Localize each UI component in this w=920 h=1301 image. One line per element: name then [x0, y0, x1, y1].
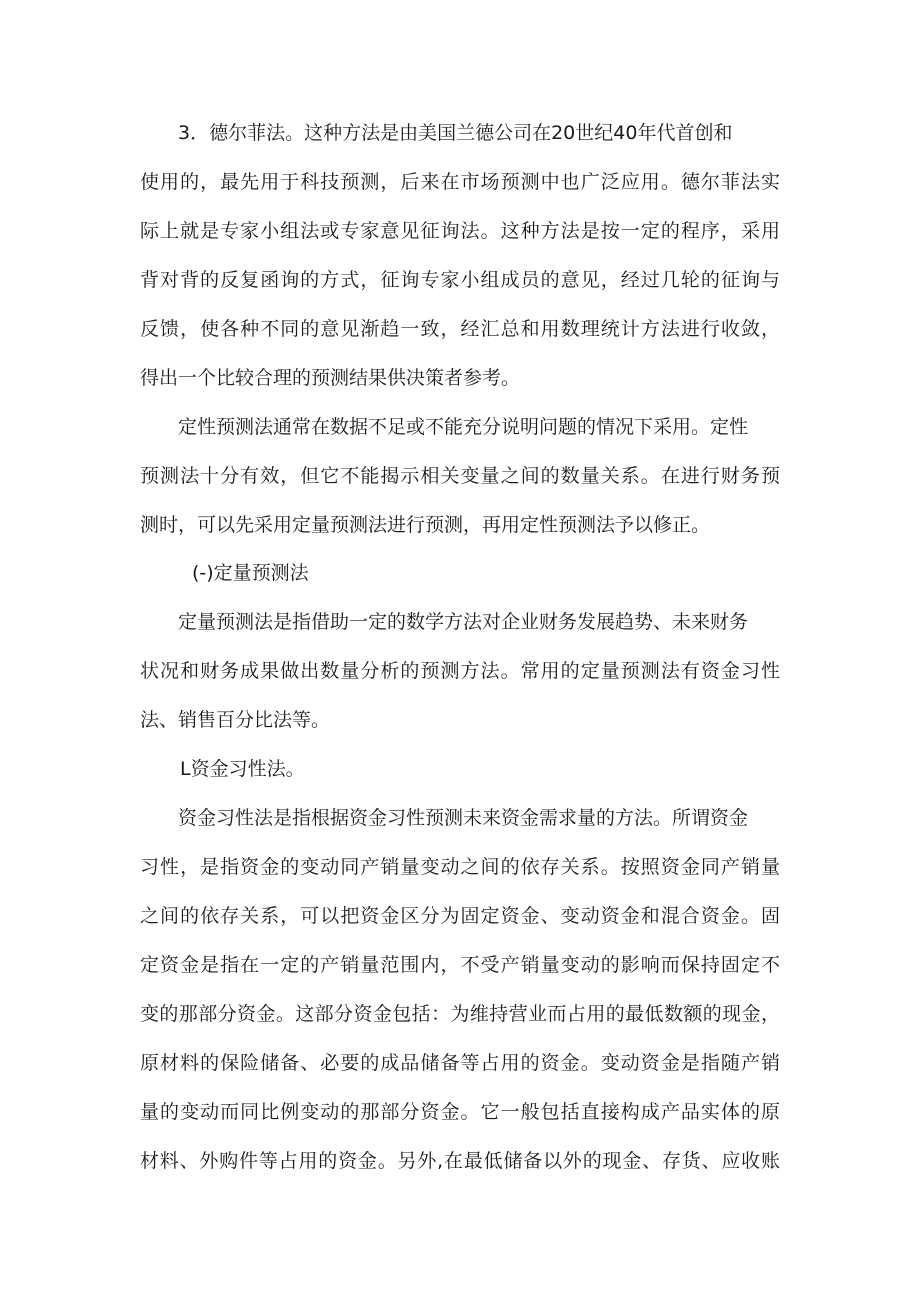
paragraph-delphi-line-2: 使用的，最先用于科技预测，后来在市场预测中也广泛应用。德尔菲法实	[140, 171, 780, 193]
paragraph-capital-habit-line-7: 量的变动而同比例变动的那部分资金。它一般包括直接构成产品实体的原	[140, 1101, 780, 1123]
paragraph-capital-habit-line-1: 资金习性法是指根据资金习性预测未来资金需求量的方法。所谓资金	[178, 807, 749, 829]
section-heading-capital-habit: L资金习性法。	[180, 758, 305, 780]
section-heading-quantitative: (-)定量预测法	[192, 562, 309, 584]
paragraph-capital-habit-line-5: 变的那部分资金。这部分资金包括：为维持营业而占用的最低数额的现金，	[140, 1003, 780, 1025]
paragraph-delphi-line-1: 3．德尔菲法。这种方法是由美国兰德公司在20世纪40年代首创和	[178, 122, 733, 144]
paragraph-delphi-line-4: 背对背的反复函询的方式，征询专家小组成员的意见，经过几轮的征询与	[140, 269, 780, 291]
paragraph-capital-habit-line-4: 定资金是指在一定的产销量范围内，不受产销量变动的影响而保持固定不	[140, 954, 780, 976]
paragraph-capital-habit-line-3: 之间的依存关系，可以把资金区分为固定资金、变动资金和混合资金。固	[140, 905, 780, 927]
paragraph-delphi-line-6: 得出一个比较合理的预测结果供决策者参考。	[140, 367, 521, 389]
paragraph-quantitative-line-1: 定量预测法是指借助一定的数学方法对企业财务发展趋势、未来财务	[178, 611, 749, 633]
paragraph-capital-habit-line-6: 原材料的保险储备、必要的成品储备等占用的资金。变动资金是指随产销	[140, 1052, 780, 1074]
paragraph-capital-habit-line-8: 材料、外购件等占用的资金。另外,在最低储备以外的现金、存货、应收账	[140, 1150, 780, 1172]
paragraph-qualitative-line-3: 测时，可以先采用定量预测法进行预测，再用定性预测法予以修正。	[140, 514, 711, 536]
paragraph-delphi-line-5: 反馈，使各种不同的意见渐趋一致，经汇总和用数理统计方法进行收敛，	[140, 318, 780, 340]
paragraph-capital-habit-line-2: 习性，是指资金的变动同产销量变动之间的依存关系。按照资金同产销量	[140, 856, 780, 878]
paragraph-qualitative-line-1: 定性预测法通常在数据不足或不能充分说明问题的情况下采用。定性	[178, 416, 749, 438]
paragraph-delphi-line-3: 际上就是专家小组法或专家意见征询法。这种方法是按一定的程序，采用	[140, 220, 780, 242]
paragraph-quantitative-line-3: 法、销售百分比法等。	[140, 709, 331, 731]
paragraph-quantitative-line-2: 状况和财务成果做出数量分析的预测方法。常用的定量预测法有资金习性	[140, 660, 780, 682]
paragraph-qualitative-line-2: 预测法十分有效，但它不能揭示相关变量之间的数量关系。在进行财务预	[140, 465, 780, 487]
